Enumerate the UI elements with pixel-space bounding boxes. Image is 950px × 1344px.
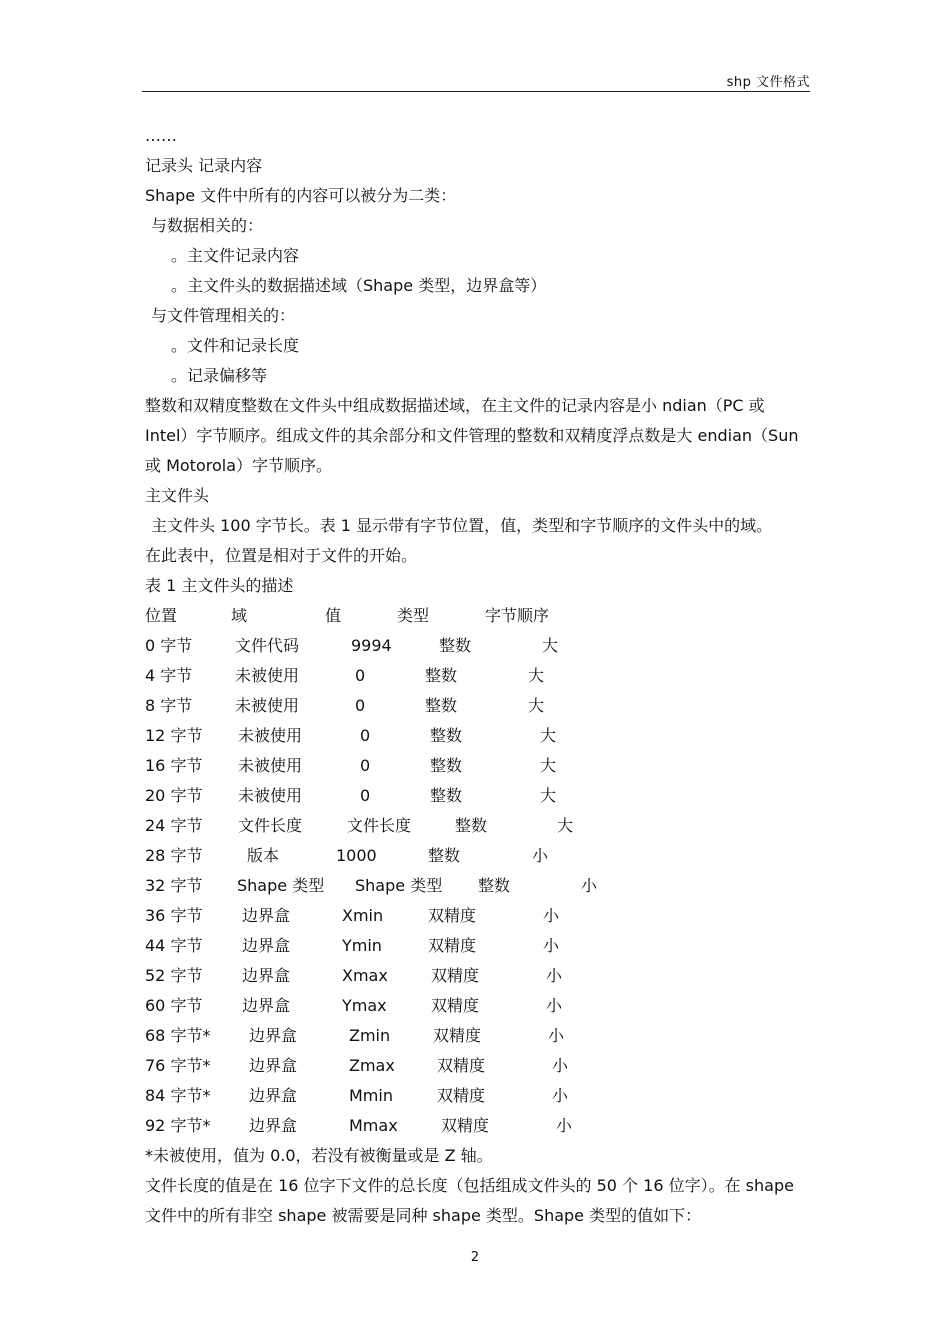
cell-value: 文件长度	[347, 816, 412, 835]
table-row	[145, 756, 813, 776]
cell-type: 整数	[425, 666, 458, 685]
cell-field: 边界盒	[249, 1056, 298, 1075]
cell-position: 28 字节	[145, 846, 203, 865]
cell-value: 0	[355, 696, 366, 715]
table-row	[145, 636, 813, 656]
cell-byte-order: 小	[581, 876, 598, 895]
cell-type: 双精度	[437, 1056, 486, 1075]
table-header-row	[145, 606, 813, 626]
cell-position: 24 字节	[145, 816, 203, 835]
table-row	[145, 906, 813, 926]
cell-byte-order: 小	[552, 1056, 569, 1075]
cell-field: 边界盒	[249, 1116, 298, 1135]
table-row	[145, 966, 813, 986]
cell-type: 双精度	[431, 966, 480, 985]
cell-field: 未被使用	[238, 786, 303, 805]
cell-field: 未被使用	[235, 666, 300, 685]
header-byte-order: 字节顺序	[485, 606, 550, 625]
header-type: 类型	[397, 606, 430, 625]
cell-position: 32 字节	[145, 876, 203, 895]
cell-value: Shape 类型	[355, 876, 443, 895]
cell-type: 双精度	[433, 1026, 482, 1045]
cell-byte-order: 大	[540, 756, 557, 775]
cell-position: 60 字节	[145, 996, 203, 1015]
cell-type: 整数	[430, 726, 463, 745]
cell-position: 16 字节	[145, 756, 203, 775]
cell-field: 边界盒	[249, 1026, 298, 1045]
cell-byte-order: 大	[528, 696, 545, 715]
cell-value: Ymin	[342, 936, 382, 955]
table-row	[145, 696, 813, 716]
cell-position: 12 字节	[145, 726, 203, 745]
cell-position: 44 字节	[145, 936, 203, 955]
cell-position: 4 字节	[145, 666, 193, 685]
cell-field: 文件代码	[235, 636, 300, 655]
ellipsis-line: ……	[145, 126, 177, 145]
cell-field: 版本	[247, 846, 280, 865]
cell-byte-order: 大	[528, 666, 545, 685]
cell-position: 0 字节	[145, 636, 193, 655]
table-row	[145, 996, 813, 1016]
cell-field: 边界盒	[242, 966, 291, 985]
cell-field: 边界盒	[242, 906, 291, 925]
cell-value: Xmin	[342, 906, 384, 925]
cell-value: Xmax	[342, 966, 388, 985]
cell-field: 边界盒	[242, 936, 291, 955]
list-item: 。文件和记录长度	[171, 336, 300, 355]
page-header	[142, 71, 810, 92]
cell-position: 92 字节*	[145, 1116, 211, 1135]
cell-type: 整数	[430, 786, 463, 805]
cell-byte-order: 小	[543, 936, 560, 955]
table-caption: 表 1 主文件头的描述	[145, 576, 294, 595]
cell-position: 68 字节*	[145, 1026, 211, 1045]
table-row	[145, 846, 813, 866]
closing-paragraph-line: 文件长度的值是在 16 位字下文件的总长度（包括组成文件头的 50 个 16 位字）。在 shape	[145, 1176, 794, 1195]
header-title: shp 文件格式	[726, 75, 810, 90]
table-row	[145, 786, 813, 806]
cell-value: Ymax	[342, 996, 387, 1015]
cell-byte-order: 大	[540, 786, 557, 805]
cell-byte-order: 大	[557, 816, 574, 835]
table-row	[145, 816, 813, 836]
cell-byte-order: 小	[556, 1116, 573, 1135]
cell-value: Zmin	[349, 1026, 391, 1045]
page-number: 2	[470, 1250, 480, 1265]
cell-type: 双精度	[428, 936, 477, 955]
cell-byte-order: 小	[546, 996, 563, 1015]
list-item: 。主文件头的数据描述域（Shape 类型，边界盒等）	[171, 276, 547, 295]
cell-byte-order: 小	[546, 966, 563, 985]
table-footnote: *未被使用，值为 0.0，若没有被衡量或是 Z 轴。	[145, 1146, 493, 1165]
cell-field: 文件长度	[238, 816, 303, 835]
data-related-heading: 与数据相关的：	[151, 216, 264, 235]
cell-type: 整数	[439, 636, 472, 655]
cell-type: 双精度	[431, 996, 480, 1015]
cell-value: 9994	[351, 636, 392, 655]
endian-paragraph-line: 或 Motorola）字节顺序。	[145, 456, 333, 475]
header-position: 位置	[145, 606, 178, 625]
content-classification-line: Shape 文件中所有的内容可以被分为二类：	[145, 186, 457, 205]
list-item: 。主文件记录内容	[171, 246, 300, 265]
cell-byte-order: 小	[543, 906, 560, 925]
closing-paragraph-line: 文件中的所有非空 shape 被需要是同种 shape 类型。Shape 类型的值如下：	[145, 1206, 702, 1225]
cell-byte-order: 小	[532, 846, 549, 865]
cell-type: 整数	[428, 846, 461, 865]
cell-byte-order: 小	[548, 1026, 565, 1045]
cell-value: Zmax	[349, 1056, 395, 1075]
cell-position: 84 字节*	[145, 1086, 211, 1105]
header-field: 域	[231, 606, 248, 625]
section-paragraph-line: 主文件头 100 字节长。表 1 显示带有字节位置，值，类型和字节顺序的文件头中的域。	[151, 516, 773, 535]
cell-position: 20 字节	[145, 786, 203, 805]
cell-byte-order: 大	[542, 636, 559, 655]
cell-field: 未被使用	[238, 726, 303, 745]
cell-value: 1000	[336, 846, 377, 865]
cell-value: 0	[360, 756, 371, 775]
cell-type: 双精度	[441, 1116, 490, 1135]
cell-type: 整数	[425, 696, 458, 715]
cell-type: 整数	[455, 816, 488, 835]
table-row	[145, 1056, 813, 1076]
table-row	[145, 876, 813, 896]
cell-value: 0	[355, 666, 366, 685]
cell-position: 36 字节	[145, 906, 203, 925]
table-row	[145, 1086, 813, 1106]
table-row	[145, 1116, 813, 1136]
cell-byte-order: 大	[540, 726, 557, 745]
cell-byte-order: 小	[552, 1086, 569, 1105]
endian-paragraph-line: Intel）字节顺序。组成文件的其余部分和文件管理的整数和双精度浮点数是大 endian（Sun	[145, 426, 799, 445]
cell-value: 0	[360, 786, 371, 805]
cell-position: 52 字节	[145, 966, 203, 985]
file-management-heading: 与文件管理相关的：	[151, 306, 296, 325]
cell-type: 双精度	[428, 906, 477, 925]
table-row	[145, 666, 813, 686]
section-title: 主文件头	[145, 486, 210, 505]
endian-paragraph-line: 整数和双精度整数在文件头中组成数据描述域，在主文件的记录内容是小 ndian（PC 或	[145, 396, 765, 415]
header-value: 值	[325, 606, 342, 625]
cell-type: 整数	[478, 876, 511, 895]
cell-position: 76 字节*	[145, 1056, 211, 1075]
cell-value: Mmin	[349, 1086, 393, 1105]
cell-field: Shape 类型	[237, 876, 325, 895]
table-row	[145, 1026, 813, 1046]
list-item: 。记录偏移等	[171, 366, 268, 385]
cell-value: Mmax	[349, 1116, 398, 1135]
cell-type: 双精度	[437, 1086, 486, 1105]
cell-field: 未被使用	[238, 756, 303, 775]
section-paragraph-line: 在此表中，位置是相对于文件的开始。	[145, 546, 418, 565]
cell-position: 8 字节	[145, 696, 193, 715]
table-row	[145, 936, 813, 956]
cell-field: 未被使用	[235, 696, 300, 715]
table-row	[145, 726, 813, 746]
cell-type: 整数	[430, 756, 463, 775]
record-structure-line: 记录头 记录内容	[145, 156, 263, 175]
cell-field: 边界盒	[242, 996, 291, 1015]
cell-field: 边界盒	[249, 1086, 298, 1105]
cell-value: 0	[360, 726, 371, 745]
